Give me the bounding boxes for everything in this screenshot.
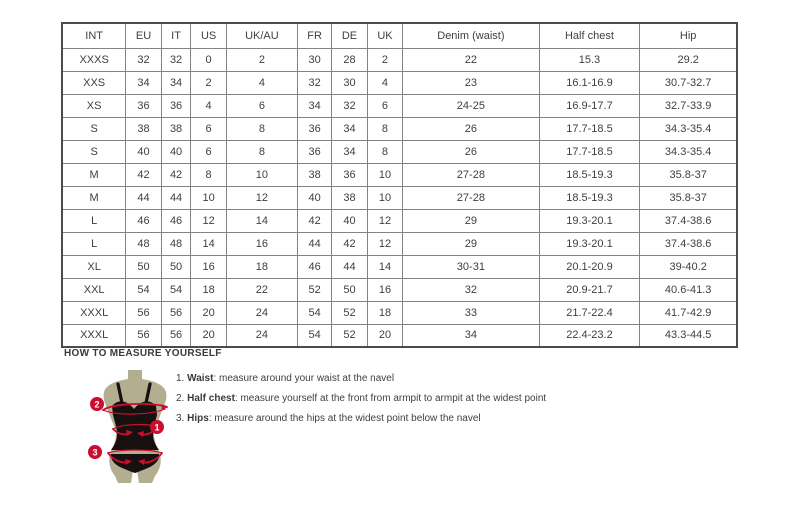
size-cell: 17.7-18.5 — [539, 117, 640, 140]
size-row — [62, 186, 737, 209]
size-cell: 22 — [226, 278, 297, 301]
size-cell: 35.8-37 — [640, 163, 737, 186]
size-cell: 32 — [297, 71, 331, 94]
size-cell: 36 — [297, 117, 331, 140]
instruction-text: : measure around your waist at the navel — [213, 373, 395, 384]
instruction-label: Hips — [187, 413, 209, 424]
size-cell: L — [62, 209, 126, 232]
size-cell: 44 — [126, 186, 161, 209]
size-cell: 54 — [126, 278, 161, 301]
size-chart-body — [62, 48, 737, 347]
size-cell: S — [62, 140, 126, 163]
column-header: Denim (waist) — [403, 23, 539, 48]
size-cell: 36 — [297, 140, 331, 163]
size-cell: 30-31 — [403, 255, 539, 278]
size-cell: 17.7-18.5 — [539, 140, 640, 163]
size-cell: 23 — [403, 71, 539, 94]
size-row — [62, 163, 737, 186]
size-cell: 32 — [332, 94, 367, 117]
instruction-number: 2. — [176, 393, 188, 404]
size-row — [62, 117, 737, 140]
size-cell: 42 — [126, 163, 161, 186]
size-cell: 20 — [191, 324, 226, 347]
size-cell: 8 — [367, 117, 402, 140]
instruction-label: Half chest — [187, 393, 235, 404]
size-cell: 39-40.2 — [640, 255, 737, 278]
size-cell: 48 — [126, 232, 161, 255]
size-chart-header-row — [62, 23, 737, 48]
size-cell: 46 — [297, 255, 331, 278]
size-cell: S — [62, 117, 126, 140]
svg-text:1: 1 — [154, 422, 160, 433]
size-cell: 46 — [161, 209, 191, 232]
size-cell: 22 — [403, 48, 539, 71]
size-cell: 34 — [403, 324, 539, 347]
size-cell: 16 — [226, 232, 297, 255]
svg-text:3: 3 — [92, 447, 98, 458]
size-cell: 34.3-35.4 — [640, 117, 737, 140]
size-cell: 37.4-38.6 — [640, 232, 737, 255]
instruction-number: 1. — [176, 373, 188, 384]
size-cell: 21.7-22.4 — [539, 301, 640, 324]
size-cell: 56 — [126, 301, 161, 324]
size-cell: 18 — [191, 278, 226, 301]
size-cell: 32 — [403, 278, 539, 301]
size-cell: 8 — [191, 163, 226, 186]
size-cell: 32 — [161, 48, 191, 71]
svg-text:2: 2 — [94, 399, 100, 410]
size-cell: 0 — [191, 48, 226, 71]
size-cell: 34 — [161, 71, 191, 94]
size-cell: 34.3-35.4 — [640, 140, 737, 163]
size-cell: 34 — [332, 140, 367, 163]
instruction-number: 3. — [176, 413, 188, 424]
instruction-text: : measure around the hips at the widest point below the navel — [208, 413, 481, 424]
size-chart-table — [61, 22, 738, 348]
size-cell: XL — [62, 255, 126, 278]
size-cell: 14 — [367, 255, 402, 278]
size-cell: 50 — [332, 278, 367, 301]
size-cell: 42 — [332, 232, 367, 255]
size-row — [62, 209, 737, 232]
size-row — [62, 255, 737, 278]
size-cell: 40 — [126, 140, 161, 163]
size-cell: 46 — [126, 209, 161, 232]
size-cell: 54 — [161, 278, 191, 301]
size-cell: 34 — [297, 94, 331, 117]
size-cell: 24 — [226, 301, 297, 324]
size-cell: 22.4-23.2 — [539, 324, 640, 347]
size-cell: 32 — [126, 48, 161, 71]
size-cell: 36 — [332, 163, 367, 186]
marker-2-badge — [90, 397, 104, 411]
column-header: Hip — [640, 23, 737, 48]
size-cell: 4 — [226, 71, 297, 94]
size-cell: 15.3 — [539, 48, 640, 71]
size-cell: 50 — [126, 255, 161, 278]
size-cell: 54 — [297, 324, 331, 347]
size-cell: XXS — [62, 71, 126, 94]
column-header: FR — [297, 23, 331, 48]
size-cell: 52 — [332, 324, 367, 347]
size-cell: 6 — [367, 94, 402, 117]
size-cell: 56 — [126, 324, 161, 347]
size-cell: 30 — [297, 48, 331, 71]
measure-instruction — [176, 371, 546, 391]
size-cell: 44 — [297, 232, 331, 255]
size-cell: 41.7-42.9 — [640, 301, 737, 324]
column-header: EU — [126, 23, 161, 48]
size-cell: 42 — [297, 209, 331, 232]
size-cell: 36 — [126, 94, 161, 117]
size-cell: 18.5-19.3 — [539, 186, 640, 209]
size-cell: 6 — [226, 94, 297, 117]
size-cell: 4 — [191, 94, 226, 117]
size-cell: 8 — [367, 140, 402, 163]
size-cell: 10 — [367, 186, 402, 209]
size-row — [62, 324, 737, 347]
size-cell: 38 — [161, 117, 191, 140]
size-cell: XS — [62, 94, 126, 117]
size-cell: 56 — [161, 324, 191, 347]
size-cell: 50 — [161, 255, 191, 278]
measure-section-title: HOW TO MEASURE YOURSELF — [64, 348, 222, 359]
size-cell: 30.7-32.7 — [640, 71, 737, 94]
size-cell: 6 — [191, 140, 226, 163]
size-cell: 32.7-33.9 — [640, 94, 737, 117]
size-cell: 20.1-20.9 — [539, 255, 640, 278]
instruction-label: Waist — [187, 373, 214, 384]
size-cell: 16 — [367, 278, 402, 301]
size-row — [62, 48, 737, 71]
size-cell: 44 — [161, 186, 191, 209]
size-cell: L — [62, 232, 126, 255]
size-cell: 40 — [297, 186, 331, 209]
size-cell: 6 — [191, 117, 226, 140]
size-cell: 16 — [191, 255, 226, 278]
size-cell: 40 — [332, 209, 367, 232]
size-cell: 10 — [367, 163, 402, 186]
size-cell: M — [62, 163, 126, 186]
size-cell: 33 — [403, 301, 539, 324]
size-cell: 29 — [403, 232, 539, 255]
size-cell: 24 — [226, 324, 297, 347]
size-cell: 8 — [226, 117, 297, 140]
size-cell: 20 — [367, 324, 402, 347]
size-cell: 2 — [226, 48, 297, 71]
size-cell: 48 — [161, 232, 191, 255]
size-cell: 24-25 — [403, 94, 539, 117]
size-cell: 29.2 — [640, 48, 737, 71]
marker-1-badge — [150, 420, 164, 434]
size-cell: 14 — [191, 232, 226, 255]
size-cell: 18.5-19.3 — [539, 163, 640, 186]
size-cell: 16.9-17.7 — [539, 94, 640, 117]
column-header: INT — [62, 23, 126, 48]
size-cell: 26 — [403, 140, 539, 163]
size-cell: XXXL — [62, 324, 126, 347]
size-cell: 10 — [191, 186, 226, 209]
size-row — [62, 232, 737, 255]
instruction-text: : measure yourself at the front from armpit to armpit at the widest point — [234, 393, 547, 404]
size-row — [62, 301, 737, 324]
size-cell: 36 — [161, 94, 191, 117]
measure-instruction — [176, 391, 546, 411]
measure-instructions — [176, 371, 546, 431]
size-cell: 28 — [332, 48, 367, 71]
size-cell: 37.4-38.6 — [640, 209, 737, 232]
size-cell: 12 — [367, 232, 402, 255]
size-cell: 19.3-20.1 — [539, 232, 640, 255]
size-cell: 12 — [367, 209, 402, 232]
size-cell: 29 — [403, 209, 539, 232]
size-cell: 27-28 — [403, 163, 539, 186]
size-row — [62, 140, 737, 163]
size-row — [62, 94, 737, 117]
size-cell: 44 — [332, 255, 367, 278]
size-cell: 34 — [332, 117, 367, 140]
size-cell: XXXL — [62, 301, 126, 324]
size-cell: 30 — [332, 71, 367, 94]
size-cell: 19.3-20.1 — [539, 209, 640, 232]
size-cell: XXXS — [62, 48, 126, 71]
column-header: Half chest — [539, 23, 640, 48]
size-cell: 38 — [126, 117, 161, 140]
size-cell: 20.9-21.7 — [539, 278, 640, 301]
size-cell: 40 — [161, 140, 191, 163]
size-row — [62, 278, 737, 301]
column-header: UK — [367, 23, 402, 48]
size-cell: 18 — [226, 255, 297, 278]
column-header: IT — [161, 23, 191, 48]
size-cell: 14 — [226, 209, 297, 232]
size-cell: 35.8-37 — [640, 186, 737, 209]
size-cell: 42 — [161, 163, 191, 186]
size-cell: 8 — [226, 140, 297, 163]
size-cell: 2 — [191, 71, 226, 94]
measure-instruction — [176, 411, 546, 431]
size-cell: XXL — [62, 278, 126, 301]
size-cell: 12 — [191, 209, 226, 232]
size-cell: 18 — [367, 301, 402, 324]
size-cell: 10 — [226, 163, 297, 186]
marker-3-badge — [88, 445, 102, 459]
size-cell: 52 — [297, 278, 331, 301]
size-cell: 40.6-41.3 — [640, 278, 737, 301]
mannequin-figure — [82, 369, 187, 484]
size-cell: 12 — [226, 186, 297, 209]
size-cell: 38 — [332, 186, 367, 209]
column-header: US — [191, 23, 226, 48]
measurement-figure-illustration — [82, 369, 187, 484]
size-cell: 43.3-44.5 — [640, 324, 737, 347]
column-header: UK/AU — [226, 23, 297, 48]
size-cell: 38 — [297, 163, 331, 186]
size-cell: M — [62, 186, 126, 209]
size-cell: 56 — [161, 301, 191, 324]
size-cell: 26 — [403, 117, 539, 140]
size-cell: 34 — [126, 71, 161, 94]
size-cell: 20 — [191, 301, 226, 324]
size-cell: 54 — [297, 301, 331, 324]
size-cell: 27-28 — [403, 186, 539, 209]
size-cell: 4 — [367, 71, 402, 94]
size-row — [62, 71, 737, 94]
column-header: DE — [332, 23, 367, 48]
size-cell: 16.1-16.9 — [539, 71, 640, 94]
size-cell: 52 — [332, 301, 367, 324]
size-cell: 2 — [367, 48, 402, 71]
